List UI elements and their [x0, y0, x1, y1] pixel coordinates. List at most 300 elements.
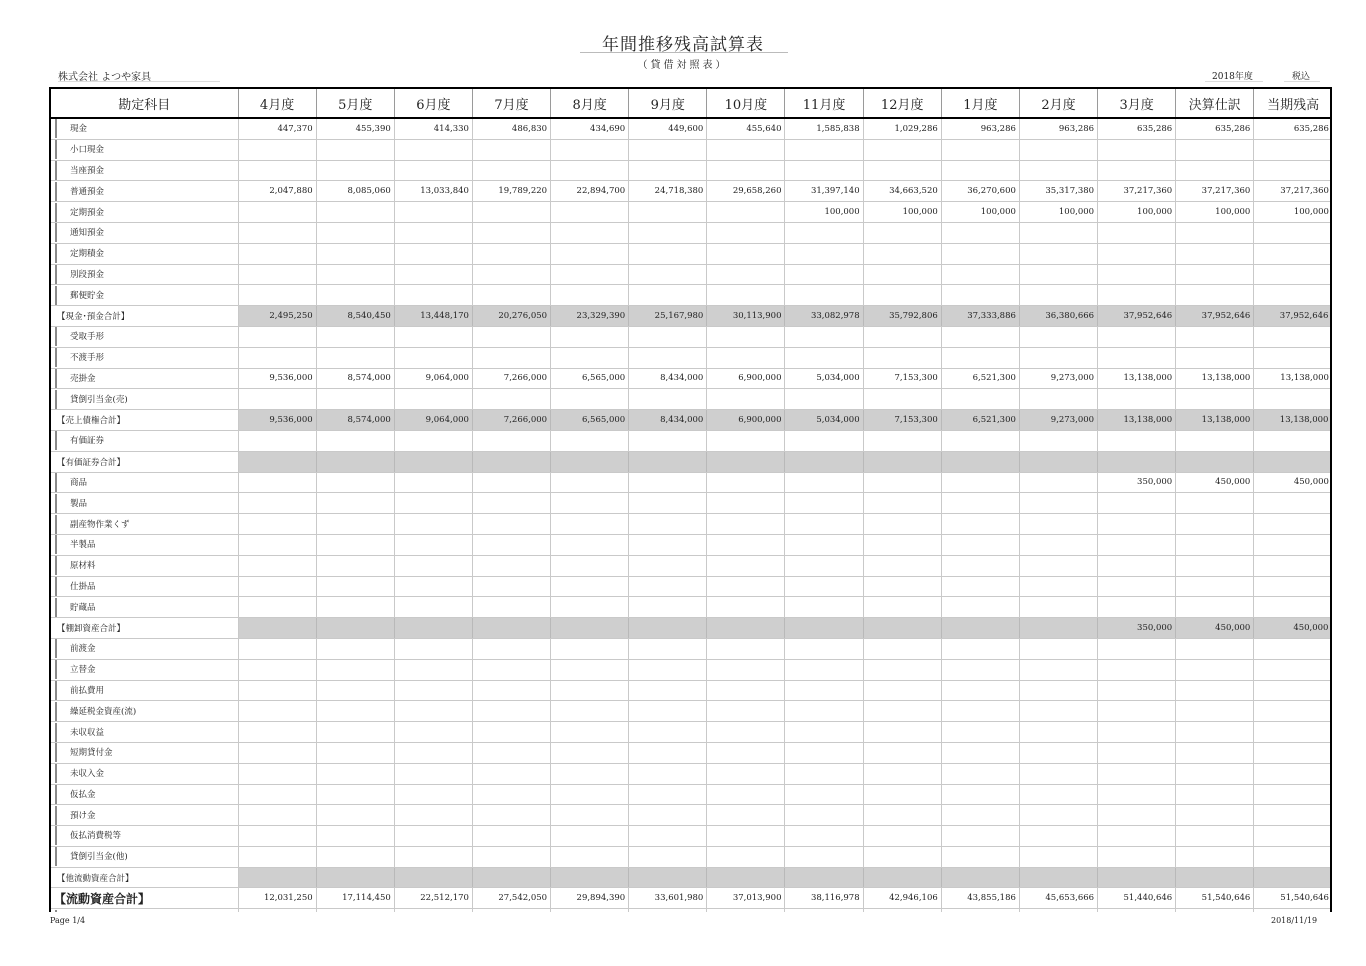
amount-cell: 450,000	[1176, 472, 1254, 493]
amount-cell	[472, 722, 550, 743]
amount-cell: 13,138,000	[1254, 410, 1332, 431]
amount-cell: 20,276,050	[472, 306, 550, 327]
amount-cell	[1019, 722, 1097, 743]
amount-cell	[785, 222, 863, 243]
amount-cell	[629, 618, 707, 639]
amount-cell	[707, 347, 785, 368]
table-row	[51, 285, 1332, 306]
account-label: 【現金･預金合計】	[57, 312, 130, 323]
amount-cell	[1019, 243, 1097, 264]
amount-cell: 25,167,980	[629, 306, 707, 327]
amount-cell: 455,640	[707, 118, 785, 139]
amount-cell: 7,153,300	[863, 368, 941, 389]
table-header-row	[51, 89, 1332, 118]
amount-cell	[863, 701, 941, 722]
amount-cell	[394, 555, 472, 576]
amount-cell	[941, 576, 1019, 597]
account-label: 貸倒引当金(他)	[70, 852, 128, 863]
amount-cell	[1176, 555, 1254, 576]
indent-marker	[55, 785, 70, 804]
amount-cell: 17,114,450	[316, 888, 394, 909]
subtotal-row	[51, 867, 1332, 888]
account-label: 立替金	[70, 665, 96, 676]
amount-cell	[1254, 680, 1332, 701]
amount-cell	[238, 202, 316, 223]
amount-cell: 9,536,000	[238, 368, 316, 389]
header-account: 勘定科目	[51, 89, 238, 118]
amount-cell	[863, 389, 941, 410]
amount-cell	[1254, 846, 1332, 867]
account-cell	[51, 181, 238, 202]
amount-cell	[1176, 430, 1254, 451]
indent-marker	[55, 577, 70, 596]
account-cell	[51, 118, 238, 139]
amount-cell	[863, 638, 941, 659]
account-cell	[51, 222, 238, 243]
table-row	[51, 139, 1332, 160]
amount-cell	[316, 222, 394, 243]
amount-cell: 27,542,050	[472, 888, 550, 909]
amount-cell	[1098, 826, 1176, 847]
account-cell	[51, 389, 238, 410]
amount-cell	[1254, 285, 1332, 306]
account-label: 仮払金	[70, 789, 96, 800]
account-cell	[51, 326, 238, 347]
amount-cell	[1019, 139, 1097, 160]
account-label: 原材料	[70, 561, 96, 572]
amount-cell	[394, 514, 472, 535]
amount-cell	[551, 243, 629, 264]
indent-marker	[55, 723, 70, 742]
amount-cell	[316, 243, 394, 264]
amount-cell	[1019, 659, 1097, 680]
amount-cell	[629, 763, 707, 784]
header-col-14: 当期残高	[1254, 89, 1332, 118]
amount-cell	[941, 805, 1019, 826]
amount-cell: 9,273,000	[1019, 410, 1097, 431]
amount-cell	[941, 763, 1019, 784]
amount-cell: 100,000	[941, 202, 1019, 223]
amount-cell	[472, 618, 550, 639]
header-col-2: 5月度	[316, 89, 394, 118]
amount-cell: 9,064,000	[394, 410, 472, 431]
amount-cell: 455,390	[316, 118, 394, 139]
table-row	[51, 264, 1332, 285]
amount-cell	[1098, 139, 1176, 160]
account-label: 未収入金	[70, 769, 105, 780]
amount-cell	[941, 326, 1019, 347]
amount-cell: 37,217,360	[1176, 181, 1254, 202]
amount-cell	[707, 846, 785, 867]
amount-cell	[785, 389, 863, 410]
amount-cell	[941, 534, 1019, 555]
table-row	[51, 368, 1332, 389]
account-label: 【有価証券合計】	[57, 457, 126, 468]
amount-cell	[1098, 909, 1176, 912]
amount-cell	[707, 534, 785, 555]
amount-cell	[472, 264, 550, 285]
amount-cell	[941, 701, 1019, 722]
amount-cell: 13,138,000	[1098, 410, 1176, 431]
amount-cell	[238, 139, 316, 160]
amount-cell	[941, 722, 1019, 743]
amount-cell	[394, 722, 472, 743]
amount-cell	[1098, 742, 1176, 763]
amount-cell	[1254, 534, 1332, 555]
account-cell	[51, 680, 238, 701]
amount-cell	[707, 826, 785, 847]
amount-cell	[1254, 139, 1332, 160]
amount-cell	[1019, 805, 1097, 826]
header-col-12: 3月度	[1098, 89, 1176, 118]
indent-marker	[55, 681, 70, 700]
account-cell	[51, 909, 238, 912]
amount-cell	[316, 264, 394, 285]
amount-cell	[1176, 389, 1254, 410]
subtotal-row	[51, 618, 1332, 639]
amount-cell	[316, 430, 394, 451]
amount-cell	[863, 742, 941, 763]
amount-cell	[316, 763, 394, 784]
amount-cell	[394, 784, 472, 805]
amount-cell	[472, 846, 550, 867]
account-cell	[51, 514, 238, 535]
indent-marker	[55, 764, 70, 783]
indent-marker	[55, 327, 70, 346]
amount-cell	[1019, 347, 1097, 368]
amount-cell: 9,064,000	[394, 368, 472, 389]
amount-cell	[1254, 160, 1332, 181]
amount-cell	[1254, 722, 1332, 743]
amount-cell	[785, 680, 863, 701]
table-row	[51, 846, 1332, 867]
amount-cell	[941, 680, 1019, 701]
amount-cell: 450,000	[1254, 472, 1332, 493]
amount-cell	[707, 618, 785, 639]
account-cell	[51, 243, 238, 264]
amount-cell	[1176, 285, 1254, 306]
account-cell	[51, 597, 238, 618]
indent-marker	[55, 598, 70, 617]
amount-cell	[785, 285, 863, 306]
amount-cell	[863, 285, 941, 306]
indent-marker	[55, 161, 70, 180]
amount-cell	[238, 243, 316, 264]
amount-cell	[394, 763, 472, 784]
trial-balance-sheet	[49, 87, 1332, 912]
amount-cell	[472, 493, 550, 514]
amount-cell	[707, 701, 785, 722]
account-label: 【売上債権合計】	[57, 416, 126, 427]
amount-cell: 37,217,360	[1098, 181, 1176, 202]
amount-cell	[785, 597, 863, 618]
account-label: 当座預金	[70, 165, 105, 176]
amount-cell	[707, 243, 785, 264]
amount-cell	[863, 222, 941, 243]
amount-cell	[1098, 347, 1176, 368]
amount-cell: 6,565,000	[551, 410, 629, 431]
amount-cell: 8,434,000	[629, 410, 707, 431]
amount-cell	[551, 846, 629, 867]
amount-cell	[629, 285, 707, 306]
amount-cell	[629, 472, 707, 493]
amount-cell	[551, 389, 629, 410]
header-col-8: 11月度	[785, 89, 863, 118]
table-row	[51, 722, 1332, 743]
amount-cell: 37,013,900	[707, 888, 785, 909]
amount-cell	[551, 659, 629, 680]
amount-cell: 35,792,806	[863, 306, 941, 327]
amount-cell	[1254, 493, 1332, 514]
amount-cell	[394, 867, 472, 888]
amount-cell	[238, 514, 316, 535]
account-label: 商品	[70, 477, 88, 488]
amount-cell	[707, 909, 785, 912]
amount-cell	[1098, 222, 1176, 243]
amount-cell	[941, 909, 1019, 912]
amount-cell	[1254, 430, 1332, 451]
amount-cell	[941, 846, 1019, 867]
amount-cell	[707, 784, 785, 805]
amount-cell	[629, 638, 707, 659]
amount-cell	[941, 222, 1019, 243]
amount-cell	[1019, 285, 1097, 306]
amount-cell	[707, 597, 785, 618]
title-underline	[580, 52, 788, 53]
indent-marker	[55, 743, 70, 762]
amount-cell	[785, 451, 863, 472]
amount-cell	[472, 285, 550, 306]
amount-cell	[707, 867, 785, 888]
amount-cell	[551, 202, 629, 223]
amount-cell	[1098, 534, 1176, 555]
amount-cell: 29,894,390	[551, 888, 629, 909]
amount-cell	[394, 701, 472, 722]
amount-cell	[1019, 326, 1097, 347]
amount-cell: 100,000	[785, 202, 863, 223]
amount-cell	[394, 805, 472, 826]
amount-cell	[941, 264, 1019, 285]
amount-cell	[551, 139, 629, 160]
table-row	[51, 784, 1332, 805]
amount-cell	[472, 576, 550, 597]
amount-cell	[394, 493, 472, 514]
table-row	[51, 909, 1332, 912]
amount-cell	[316, 451, 394, 472]
amount-cell: 100,000	[1254, 202, 1332, 223]
amount-cell	[238, 472, 316, 493]
account-label: 売掛金	[70, 373, 96, 384]
amount-cell	[1176, 826, 1254, 847]
subtotal-row	[51, 306, 1332, 327]
indent-marker	[55, 535, 70, 554]
amount-cell	[1176, 222, 1254, 243]
amount-cell	[1098, 264, 1176, 285]
amount-cell: 43,855,186	[941, 888, 1019, 909]
amount-cell	[941, 867, 1019, 888]
amount-cell	[551, 160, 629, 181]
amount-cell	[472, 638, 550, 659]
amount-cell	[785, 139, 863, 160]
amount-cell	[1019, 222, 1097, 243]
amount-cell	[1019, 389, 1097, 410]
amount-cell	[941, 430, 1019, 451]
indent-marker	[55, 244, 70, 263]
amount-cell	[316, 493, 394, 514]
amount-cell	[551, 285, 629, 306]
amount-cell	[551, 576, 629, 597]
amount-cell	[1019, 160, 1097, 181]
amount-cell	[238, 805, 316, 826]
amount-cell	[1098, 243, 1176, 264]
account-cell	[51, 430, 238, 451]
indent-marker	[55, 348, 70, 367]
amount-cell	[1254, 784, 1332, 805]
account-cell	[51, 264, 238, 285]
amount-cell: 450,000	[1176, 618, 1254, 639]
amount-cell: 29,658,260	[707, 181, 785, 202]
amount-cell	[472, 867, 550, 888]
indent-marker	[55, 515, 70, 534]
amount-cell: 963,286	[1019, 118, 1097, 139]
amount-cell	[629, 222, 707, 243]
amount-cell	[1019, 680, 1097, 701]
amount-cell: 8,085,060	[316, 181, 394, 202]
amount-cell	[1176, 160, 1254, 181]
amount-cell	[1098, 784, 1176, 805]
amount-cell	[1098, 285, 1176, 306]
indent-marker	[55, 826, 70, 845]
amount-cell: 100,000	[863, 202, 941, 223]
header-col-9: 12月度	[863, 89, 941, 118]
amount-cell	[472, 597, 550, 618]
amount-cell	[316, 618, 394, 639]
amount-cell	[863, 139, 941, 160]
amount-cell	[1019, 826, 1097, 847]
amount-cell	[1254, 867, 1332, 888]
amount-cell: 38,116,978	[785, 888, 863, 909]
amount-cell	[394, 243, 472, 264]
amount-cell	[1019, 264, 1097, 285]
amount-cell	[863, 722, 941, 743]
amount-cell: 6,521,300	[941, 368, 1019, 389]
amount-cell	[707, 659, 785, 680]
account-label: 【他流動資産合計】	[57, 873, 134, 884]
account-label: 不渡手形	[70, 353, 105, 364]
page-number: Page 1/4	[50, 916, 86, 925]
amount-cell	[785, 326, 863, 347]
amount-cell: 8,574,000	[316, 368, 394, 389]
amount-cell	[629, 389, 707, 410]
account-label: 短期貸付金	[70, 748, 113, 759]
amount-cell	[785, 618, 863, 639]
account-cell	[51, 139, 238, 160]
table-row	[51, 638, 1332, 659]
amount-cell	[551, 493, 629, 514]
amount-cell	[1176, 867, 1254, 888]
amount-cell	[941, 451, 1019, 472]
amount-cell: 8,574,000	[316, 410, 394, 431]
account-label: 定期積金	[70, 249, 105, 260]
amount-cell	[629, 909, 707, 912]
amount-cell	[238, 597, 316, 618]
account-label: 普通預金	[70, 186, 105, 197]
amount-cell	[472, 805, 550, 826]
indent-marker	[55, 223, 70, 242]
amount-cell	[629, 680, 707, 701]
account-cell	[51, 555, 238, 576]
amount-cell	[238, 638, 316, 659]
amount-cell	[551, 264, 629, 285]
amount-cell	[316, 139, 394, 160]
amount-cell	[629, 867, 707, 888]
amount-cell	[472, 742, 550, 763]
table-row	[51, 597, 1332, 618]
amount-cell	[1254, 514, 1332, 535]
table-row	[51, 430, 1332, 451]
amount-cell: 33,601,980	[629, 888, 707, 909]
amount-cell	[1176, 451, 1254, 472]
amount-cell	[316, 722, 394, 743]
account-label: 前渡金	[70, 644, 96, 655]
indent-marker	[55, 806, 70, 825]
amount-cell	[394, 534, 472, 555]
indent-marker	[55, 639, 70, 658]
amount-cell	[1176, 846, 1254, 867]
amount-cell	[551, 680, 629, 701]
table-row	[51, 742, 1332, 763]
amount-cell	[394, 389, 472, 410]
amount-cell: 5,034,000	[785, 368, 863, 389]
amount-cell	[785, 722, 863, 743]
amount-cell	[1254, 326, 1332, 347]
tax-mode: 税込	[1292, 72, 1311, 82]
amount-cell	[472, 243, 550, 264]
amount-cell	[1098, 701, 1176, 722]
amount-cell	[316, 909, 394, 912]
amount-cell	[707, 285, 785, 306]
amount-cell	[551, 555, 629, 576]
amount-cell	[1176, 576, 1254, 597]
account-cell	[51, 888, 238, 909]
amount-cell	[863, 514, 941, 535]
amount-cell	[1098, 451, 1176, 472]
amount-cell	[472, 680, 550, 701]
account-label: 前払費用	[70, 685, 105, 696]
amount-cell	[863, 763, 941, 784]
account-label: 【流動資産合計】	[54, 891, 151, 906]
amount-cell	[629, 139, 707, 160]
amount-cell: 6,900,000	[707, 368, 785, 389]
amount-cell: 24,718,380	[629, 181, 707, 202]
amount-cell	[863, 451, 941, 472]
amount-cell	[316, 389, 394, 410]
amount-cell	[1254, 243, 1332, 264]
amount-cell	[394, 202, 472, 223]
amount-cell	[1176, 597, 1254, 618]
amount-cell	[551, 701, 629, 722]
amount-cell	[238, 534, 316, 555]
amount-cell	[238, 160, 316, 181]
account-label: 仮払消費税等	[70, 831, 122, 842]
amount-cell	[1019, 867, 1097, 888]
amount-cell	[629, 722, 707, 743]
amount-cell: 2,495,250	[238, 306, 316, 327]
amount-cell	[238, 867, 316, 888]
report-subtitle: （貸借対照表）	[637, 60, 729, 71]
amount-cell: 35,317,380	[1019, 181, 1097, 202]
amount-cell	[472, 701, 550, 722]
